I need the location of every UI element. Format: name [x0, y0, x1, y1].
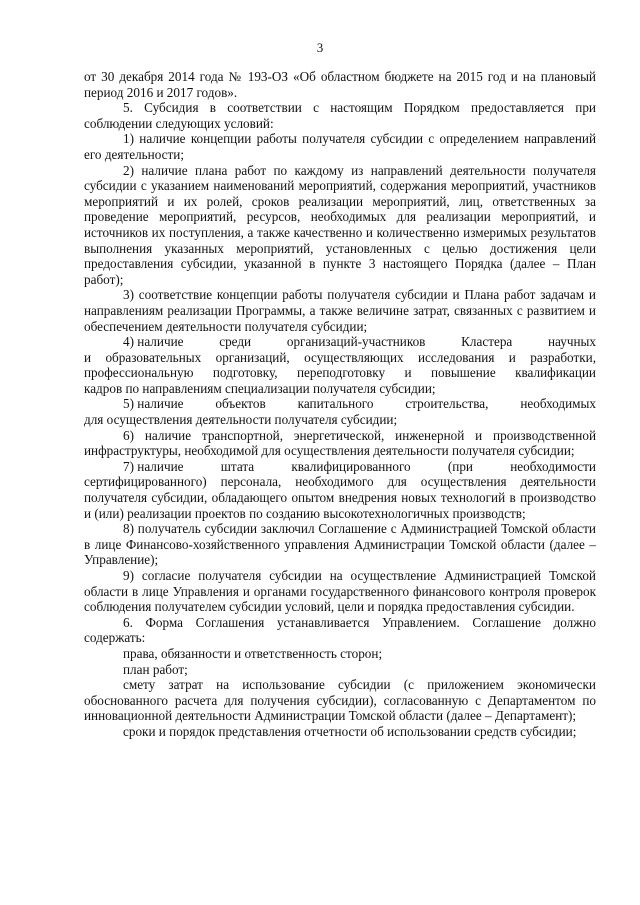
condition-7-continuation: сертифицированного) персонала, необходимого для осуществления деятельности получателя субсидии, обладающего опытом внедрения новых технологий в производство и (или) реализации проектов по созданию высокотехнологичных производств;	[84, 474, 596, 521]
word: квалифицированного	[291, 458, 411, 474]
condition-7-first-line	[84, 459, 596, 475]
agreement-item-cost-estimate: смету затрат на использование субсидии (с приложением экономически обоснованного расчета для получения субсидии), согласованную с Департаментом по инновационной деятельности Администрации Томской области (далее – Департамент);	[84, 677, 596, 724]
word: капитального	[297, 396, 374, 412]
condition-9: 9) согласие получателя субсидии на осуществление Администрацией Томской области в лице Управления и органами государственного финансового контроля проверок соблюдения получателем субсидии условий, цели и порядка предоставления субсидии.	[84, 568, 596, 615]
word: объектов	[215, 396, 266, 412]
agreement-item-rights: права, обязанности и ответственность сторон;	[123, 645, 383, 661]
word: организаций-участников	[286, 334, 426, 350]
condition-4-last-line: кадров по направлениям специализации получателя субсидии;	[84, 380, 436, 396]
condition-2: 2) наличие плана работ по каждому из направлений деятельности получателя субсидии с указанием наименований мероприятий, содержания мероприятий, участников мероприятий и их ролей, сроков реализации мероприятий, лиц, ответственных за проведение мероприятий, ресурсов, необходимых для реализации мероприятий, и источников их поступления, а также качественно и количественно измеримых результатов выполнения указанных мероприятий, установленных с целью достижения цели предоставления субсидии, указанной в пункте 3 настоящего Порядка (далее – План работ);	[84, 162, 596, 287]
word: 5) наличие	[123, 396, 184, 412]
word: среди	[219, 334, 252, 350]
word: 4) наличие	[123, 334, 184, 350]
condition-3: 3) соответствие концепции работы получателя субсидии и Плана работ задачам и направлениям реализации Программы, а также величине затрат, связанных с развитием и обеспечением деятельности получателя субсидии;	[84, 287, 596, 334]
agreement-item-work-plan: план работ;	[123, 661, 188, 677]
condition-4	[84, 334, 596, 396]
paragraph-law-reference: от 30 декабря 2014 года № 193-ОЗ «Об областном бюджете на 2015 год и на плановый период 2016 и 2017 годов».	[84, 69, 596, 100]
word: научных	[548, 334, 596, 350]
condition-6: 6) наличие транспортной, энергетической, инженерной и производственной инфраструктуры, необходимой для осуществления деятельности получателя субсидии;	[84, 427, 596, 459]
condition-5-first-line	[84, 396, 596, 412]
condition-4-first-line	[84, 334, 596, 350]
word: необходимости	[510, 458, 596, 474]
document-body	[84, 69, 596, 740]
agreement-item-reporting: сроки и порядок представления отчетности об использовании средств субсидии;	[123, 723, 577, 739]
condition-4-continuation: и образовательных организаций, осуществляющих исследования и разработки, профессиональную подготовку, переподготовку и повышение квалификации	[84, 349, 596, 381]
condition-5-last-line: для осуществления деятельности получателя субсидии;	[84, 412, 398, 428]
page-number: 3	[316, 40, 324, 55]
condition-8: 8) получатель субсидии заключил Соглашение с Администрацией Томской области в лице Финансово-хозяйственного управления Администрации Томской области (далее – Управление);	[84, 521, 596, 568]
word: 7) наличие	[123, 458, 184, 474]
paragraph-5-subsidy-conditions: 5. Субсидия в соответствии с настоящим Порядком предоставляется при соблюдении следующих условий:	[84, 100, 596, 131]
paragraph-6-agreement-form: 6. Форма Соглашения устанавливается Управлением. Соглашение должно содержать:	[84, 614, 596, 646]
condition-5	[84, 396, 596, 427]
condition-7	[84, 459, 596, 521]
word: штата	[220, 458, 255, 474]
word: строительства,	[405, 396, 489, 412]
word: Кластера	[461, 334, 513, 350]
condition-1: 1) наличие концепции работы получателя субсидии с определением направлений его деятельности;	[84, 131, 596, 162]
word: (при	[447, 458, 473, 474]
word: необходимых	[520, 396, 596, 412]
